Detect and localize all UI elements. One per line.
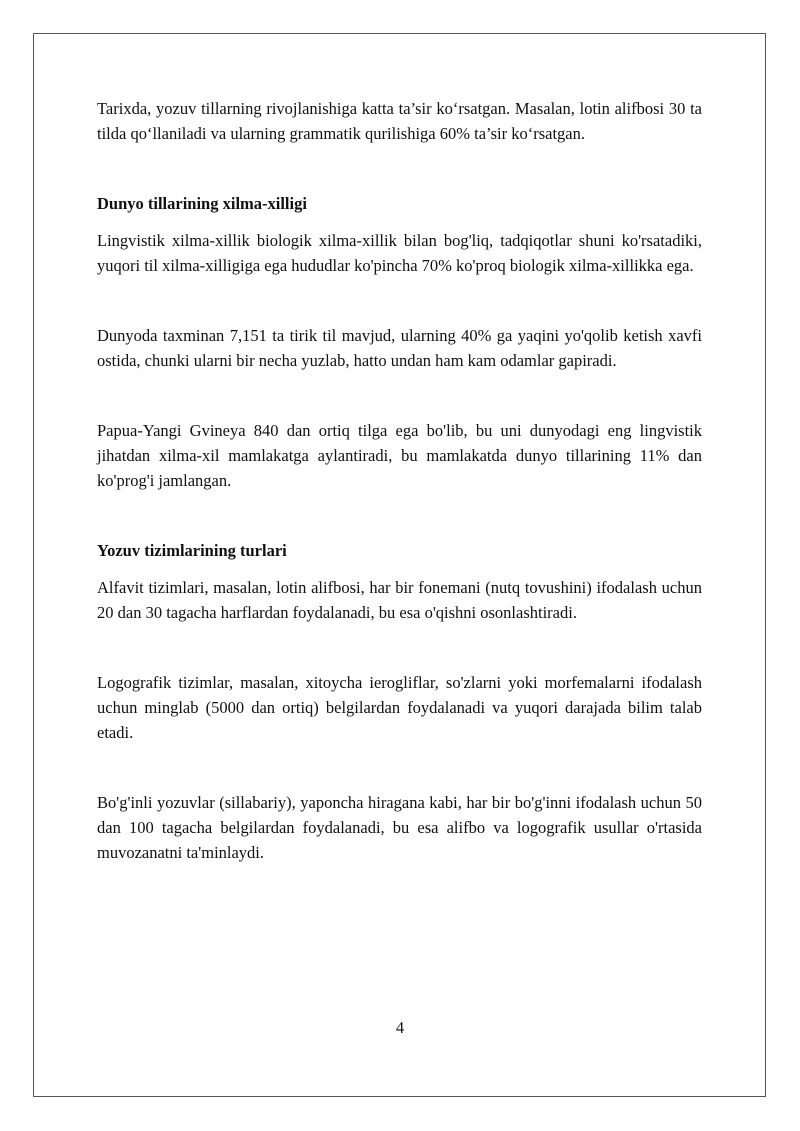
page-content bbox=[97, 96, 702, 865]
heading-writing-systems: Yozuv tizimlarining turlari bbox=[97, 541, 287, 560]
paragraph-living-languages: Dunyoda taxminan 7,151 ta tirik til mavjud, ularning 40% ga yaqini yo'qolib ketish xavfi ostida, chunki ularni bir necha yuzlab, hatto undan ham kam odamlar gapiradi. bbox=[97, 326, 702, 370]
paragraph-biodiversity-link: Lingvistik xilma-xillik biologik xilma-xillik bilan bog'liq, tadqiqotlar shuni ko'rsatadiki, yuqori til xilma-xilligiga ega hududlar ko'pincha 70% ko'proq biologik xilma-xillikka ega. bbox=[97, 231, 702, 275]
paragraph-logographic-systems: Logografik tizimlar, masalan, xitoycha ierogliflar, so'zlarni yoki morfemalarni ifodalash uchun minglab (5000 dan ortiq) belgilardan foydalanadi va yuqori darajada bilim talab etadi. bbox=[97, 673, 702, 742]
page-number: 4 bbox=[395, 1018, 405, 1037]
heading-language-diversity: Dunyo tillarining xilma-xilligi bbox=[97, 194, 307, 213]
paragraph-syllabic-systems: Bo'g'inli yozuvlar (sillabariy), yaponcha hiragana kabi, har bir bo'g'inni ifodalash uchun 50 dan 100 tagacha belgilardan foydalanadi, bu esa alifbo va logografik usullar o'rtasida muvozanatni ta'minlaydi. bbox=[97, 793, 702, 862]
paragraph-papua-new-guinea: Papua-Yangi Gvineya 840 dan ortiq tilga ega bo'lib, bu uni dunyodagi eng lingvistik jihatdan xilma-xil mamlakatga aylantiradi, bu mamlakatda dunyo tillarining 11% dan ko'prog'i jamlangan. bbox=[97, 421, 702, 490]
paragraph-alphabetic-systems: Alfavit tizimlari, masalan, lotin alifbosi, har bir fonemani (nutq tovushini) ifodalash uchun 20 dan 30 tagacha harflardan foydalanadi, bu esa o'qishni osonlashtiradi. bbox=[97, 578, 702, 622]
paragraph-writing-influence: Tarixda, yozuv tillarning rivojlanishiga katta ta’sir ko‘rsatgan. Masalan, lotin alifbosi 30 ta tilda qo‘llaniladi va ularning grammatik qurilishiga 60% ta’sir ko‘rsatgan. bbox=[97, 99, 702, 143]
